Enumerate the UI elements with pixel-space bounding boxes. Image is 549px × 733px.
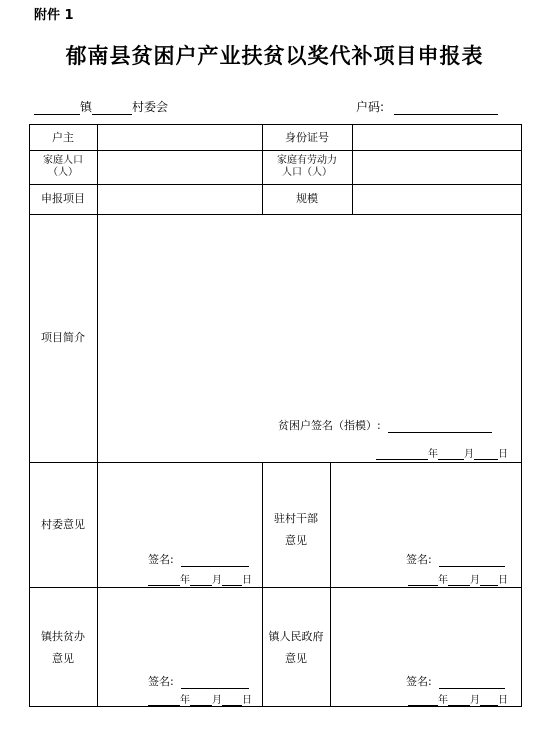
year-blank[interactable] bbox=[148, 575, 180, 586]
labor-line2: 人口（人） bbox=[282, 167, 332, 178]
family-pop-label bbox=[29, 155, 97, 179]
town-office-sign-label: 签名: bbox=[148, 675, 174, 688]
day-blank[interactable] bbox=[474, 449, 498, 460]
family-pop-line2: （人） bbox=[48, 167, 78, 178]
town-office-line2: 意见 bbox=[52, 652, 74, 665]
town-gov-date bbox=[408, 691, 508, 706]
id-number-label: 身份证号 bbox=[285, 131, 329, 144]
household-code-label: 户码: bbox=[356, 100, 385, 114]
scale-field[interactable] bbox=[354, 186, 520, 213]
family-pop-line1: 家庭人口 bbox=[43, 155, 83, 166]
cadre-opinion-label bbox=[262, 508, 330, 552]
year-blank[interactable] bbox=[408, 575, 438, 586]
month-blank[interactable] bbox=[190, 575, 212, 586]
cadre-sign-label: 签名: bbox=[406, 553, 432, 566]
householder-label: 户主 bbox=[52, 131, 74, 144]
intro-field[interactable] bbox=[99, 216, 520, 406]
id-number-field[interactable] bbox=[354, 126, 520, 149]
day-blank[interactable] bbox=[480, 695, 498, 706]
day-blank[interactable] bbox=[480, 575, 498, 586]
town-gov-sign-label: 签名: bbox=[406, 675, 432, 688]
cadre-line1: 驻村干部 bbox=[274, 512, 318, 525]
month-blank[interactable] bbox=[438, 449, 464, 460]
day-blank[interactable] bbox=[222, 695, 242, 706]
year-blank[interactable] bbox=[408, 695, 438, 706]
village-signature-line bbox=[148, 551, 249, 567]
village-opinion-label: 村委意见 bbox=[41, 518, 85, 531]
attachment-label: 附件 1 bbox=[34, 8, 74, 23]
year-label: 年 bbox=[438, 695, 448, 706]
poor-signature-line bbox=[278, 417, 492, 433]
town-gov-signature-line bbox=[406, 673, 505, 689]
town-gov-signature-blank[interactable] bbox=[439, 678, 505, 689]
town-office-line1: 镇扶贫办 bbox=[41, 630, 85, 643]
month-label: 月 bbox=[212, 575, 222, 586]
month-blank[interactable] bbox=[190, 695, 212, 706]
year-label: 年 bbox=[438, 575, 448, 586]
town-office-opinion-label bbox=[29, 626, 97, 670]
cadre-line2: 意见 bbox=[285, 534, 307, 547]
village-sign-label: 签名: bbox=[148, 553, 174, 566]
labor-field[interactable] bbox=[354, 152, 520, 183]
project-label: 申报项目 bbox=[41, 192, 85, 205]
month-label: 月 bbox=[212, 695, 222, 706]
year-blank[interactable] bbox=[148, 695, 180, 706]
village-date bbox=[148, 571, 252, 586]
town-office-signature-blank[interactable] bbox=[181, 678, 249, 689]
poor-signature-blank[interactable] bbox=[388, 422, 492, 433]
family-pop-field[interactable] bbox=[99, 152, 261, 183]
town-office-date bbox=[148, 691, 252, 706]
intro-label: 项目简介 bbox=[41, 331, 85, 344]
day-label: 日 bbox=[242, 575, 252, 586]
month-blank[interactable] bbox=[448, 695, 470, 706]
town-office-signature-line bbox=[148, 673, 249, 689]
month-blank[interactable] bbox=[448, 575, 470, 586]
labor-line1: 家庭有劳动力 bbox=[277, 155, 337, 166]
day-blank[interactable] bbox=[222, 575, 242, 586]
year-blank[interactable] bbox=[376, 449, 428, 460]
village-blank[interactable] bbox=[92, 102, 132, 115]
day-label: 日 bbox=[498, 575, 508, 586]
intro-date bbox=[376, 445, 508, 460]
year-label: 年 bbox=[180, 695, 190, 706]
town-village-line bbox=[34, 98, 168, 115]
cadre-signature-line bbox=[406, 551, 505, 567]
town-suffix: 镇 bbox=[80, 100, 93, 114]
month-label: 月 bbox=[470, 695, 480, 706]
year-label: 年 bbox=[180, 575, 190, 586]
day-label: 日 bbox=[242, 695, 252, 706]
day-label: 日 bbox=[498, 695, 508, 706]
householder-field[interactable] bbox=[99, 126, 261, 149]
town-gov-opinion-label bbox=[262, 626, 330, 670]
town-gov-line2: 意见 bbox=[285, 652, 307, 665]
town-blank[interactable] bbox=[34, 102, 80, 115]
year-label: 年 bbox=[428, 449, 438, 460]
month-label: 月 bbox=[464, 449, 474, 460]
project-field[interactable] bbox=[99, 186, 261, 213]
village-suffix: 村委会 bbox=[132, 100, 169, 114]
labor-label bbox=[262, 155, 352, 179]
day-label: 日 bbox=[498, 449, 508, 460]
household-code-blank[interactable] bbox=[394, 102, 498, 115]
month-label: 月 bbox=[470, 575, 480, 586]
village-signature-blank[interactable] bbox=[181, 556, 249, 567]
page-title: 郁南县贫困户产业扶贫以奖代补项目申报表 bbox=[65, 43, 484, 68]
household-code-line bbox=[356, 98, 498, 115]
poor-signature-label: 贫困户签名（指模）: bbox=[278, 419, 381, 432]
cadre-date bbox=[408, 571, 508, 586]
scale-label: 规模 bbox=[296, 192, 318, 205]
town-gov-line1: 镇人民政府 bbox=[268, 630, 324, 643]
cadre-signature-blank[interactable] bbox=[439, 556, 505, 567]
